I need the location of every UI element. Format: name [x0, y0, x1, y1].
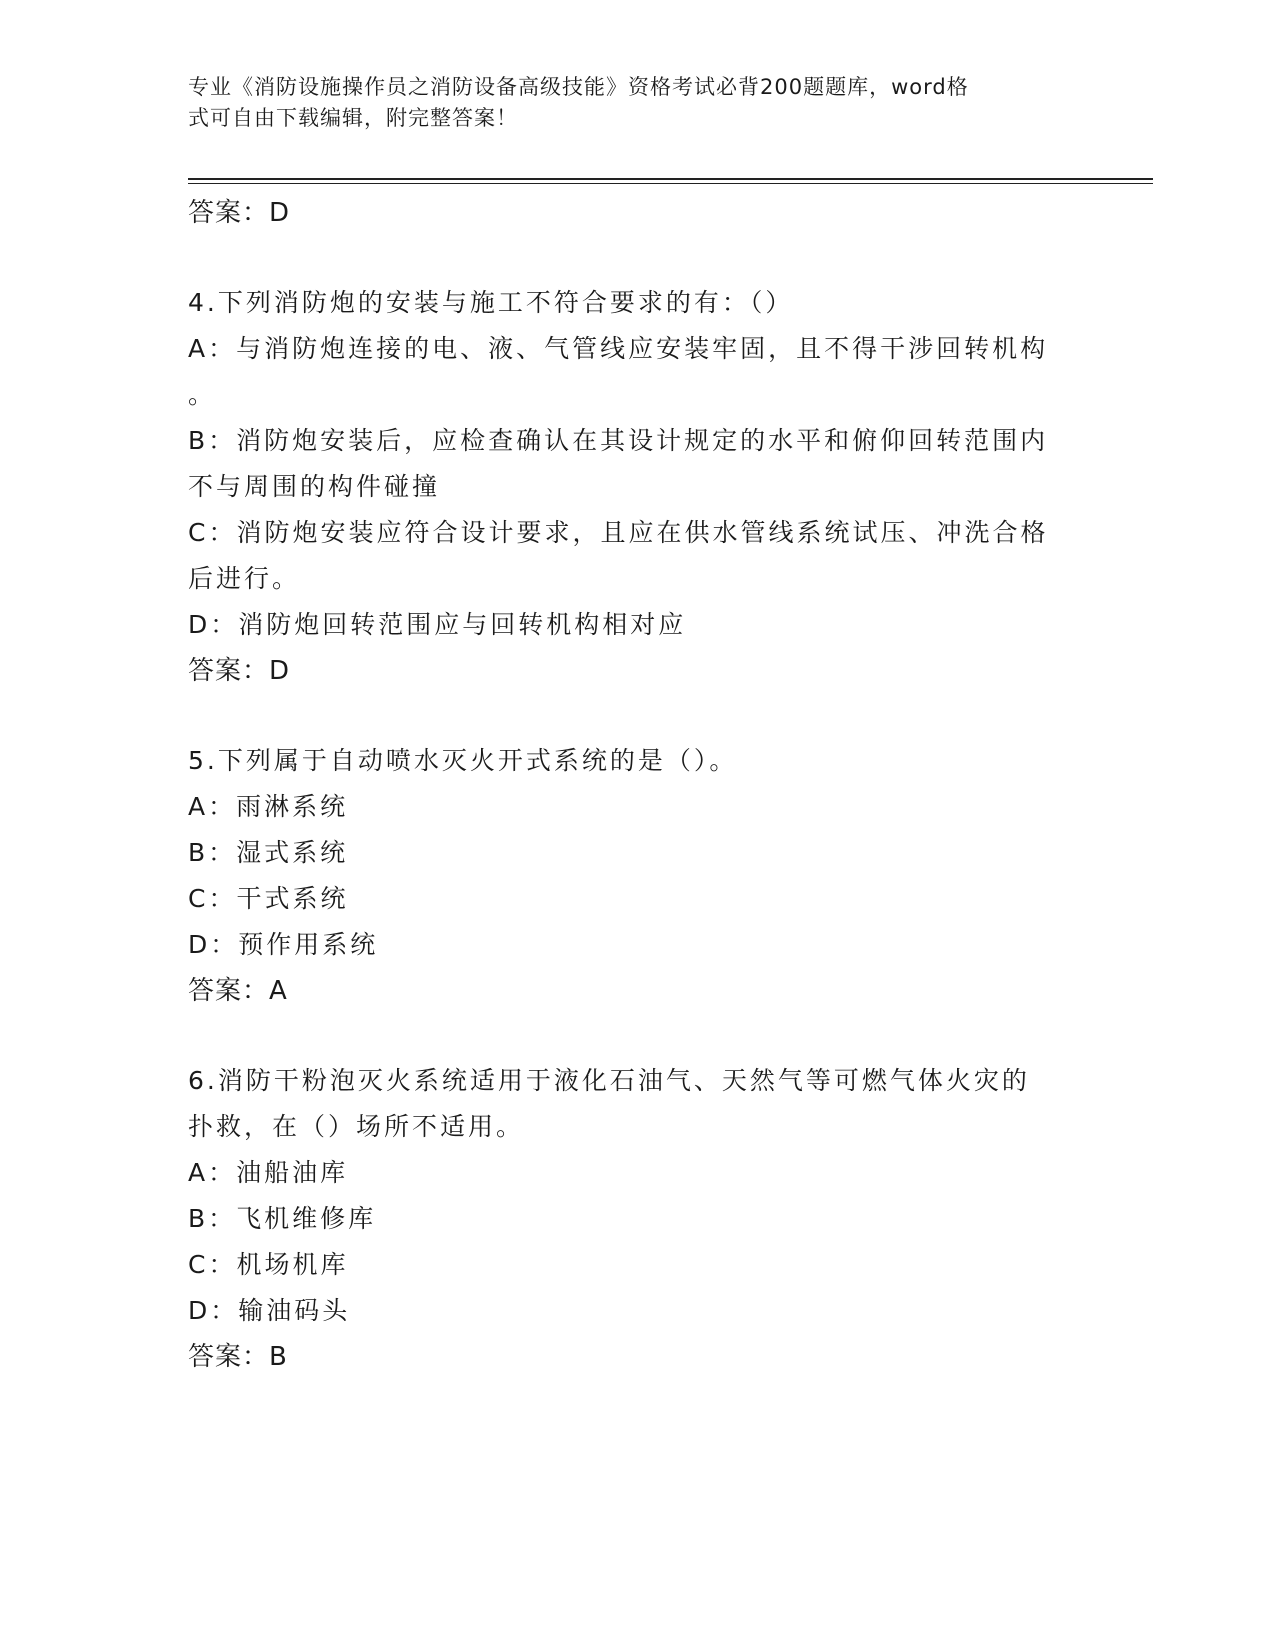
option-b: B：消防炮安装后，应检查确认在其设计规定的水平和俯仰回转范围内 [188, 426, 1049, 455]
header-title-line-1: 专业《消防设施操作员之消防设备高级技能》资格考试必背200题题库，word格 [188, 75, 969, 99]
header-divider-thin [188, 183, 1153, 184]
question-stem: 4.下列消防炮的安装与施工不符合要求的有：（） [188, 288, 794, 317]
question-4 [188, 280, 1078, 694]
answer-line: 答案：A [188, 976, 288, 1006]
option-a-continued: 。 [188, 380, 217, 409]
option-c: C：消防炮安装应符合设计要求，且应在供水管线系统试压、冲洗合格 [188, 518, 1049, 547]
answer-line: 答案：D [188, 198, 291, 228]
option-c: C：机场机库 [188, 1250, 349, 1279]
answer-line: 答案：B [188, 1342, 288, 1372]
option-d: D：消防炮回转范围应与回转机构相对应 [188, 610, 687, 639]
question-stem: 6.消防干粉泡灭火系统适用于液化石油气、天然气等可燃气体火灾的 [188, 1066, 1030, 1095]
option-a: A：与消防炮连接的电、液、气管线应安装牢固，且不得干涉回转机构 [188, 334, 1049, 363]
document-header [188, 72, 1068, 134]
answer-line: 答案：D [188, 656, 291, 686]
question-stem-continued: 扑救，在（）场所不适用。 [188, 1112, 525, 1141]
option-a: A：雨淋系统 [188, 792, 349, 821]
option-b: B：飞机维修库 [188, 1204, 377, 1233]
question-stem: 5.下列属于自动喷水灭火开式系统的是（）。 [188, 746, 738, 775]
question-6 [188, 1058, 1078, 1380]
option-b-continued: 不与周围的构件碰撞 [188, 472, 441, 501]
option-d: D：预作用系统 [188, 930, 379, 959]
option-c-continued: 后进行。 [188, 564, 301, 593]
header-divider-thick [188, 178, 1153, 180]
option-b: B：湿式系统 [188, 838, 349, 867]
option-c: C：干式系统 [188, 884, 349, 913]
question-list [188, 190, 1078, 1380]
option-a: A：油船油库 [188, 1158, 349, 1187]
header-title-line-2: 式可自由下载编辑，附完整答案！ [188, 106, 518, 130]
question-5 [188, 738, 1078, 1014]
option-d: D：输油码头 [188, 1296, 351, 1325]
